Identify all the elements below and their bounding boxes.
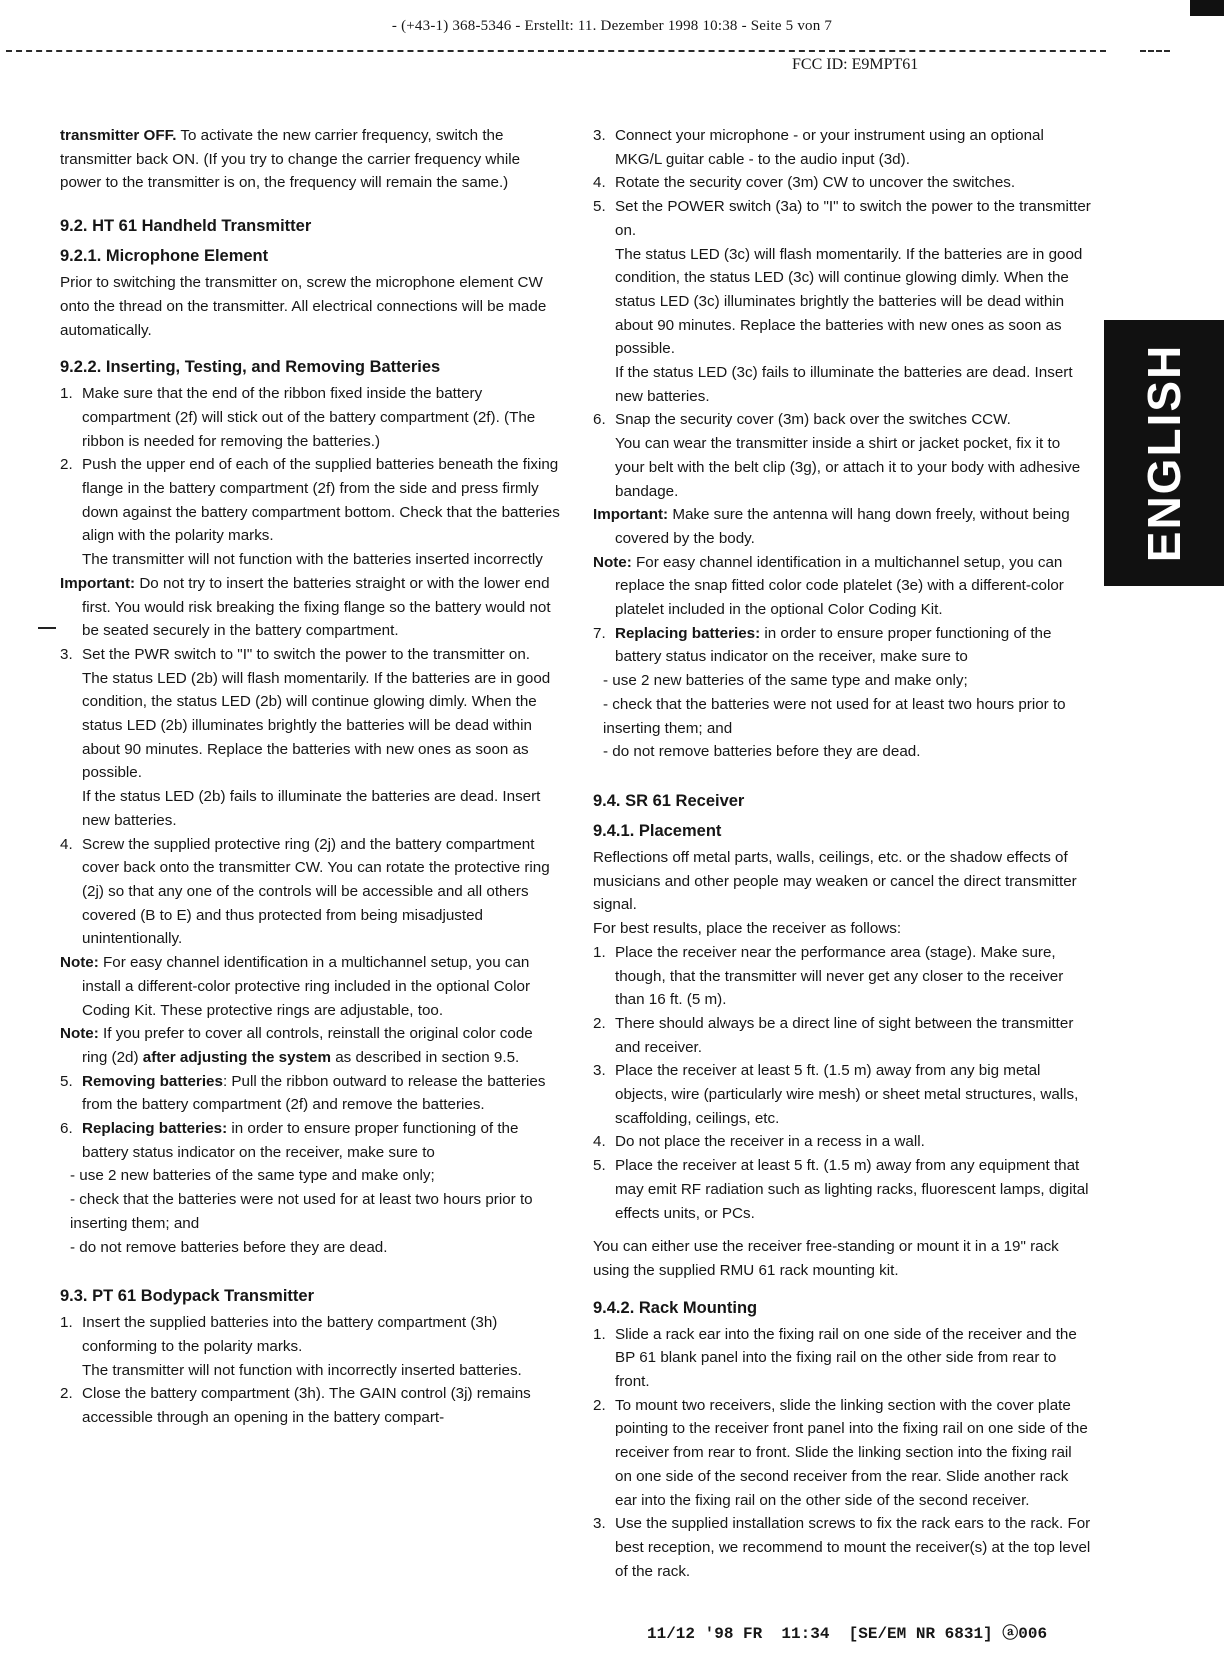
placement-intro: For best results, place the receiver as follows: — [593, 920, 902, 938]
list-continuation: If the status LED (3c) fails to illuminate the batteries are dead. Insert new batteries. — [615, 364, 1073, 405]
note-text: For easy channel identification in a multichannel setup, you can replace the snap fitted color code platelet (3e) with a different-color platelet included in the optional Color Coding Kit. — [615, 553, 1064, 619]
list-item — [60, 1070, 562, 1117]
list-continuation: The status LED (2b) will flash momentarily. If the batteries are in good condition, the status LED (2b) will continue glowing dimly. When the status LED (2b) illuminates brightly the batteries will be dead within about 90 minutes. Replace the batteries with new ones as soon as possible. — [82, 669, 551, 782]
microphone-paragraph: Prior to switching the transmitter on, screw the microphone element CW onto the thread on the transmitter. All electrical connections will be made automatically. — [60, 274, 547, 339]
list-text: Set the PWR switch to "I" to switch the power to the transmitter on. — [82, 645, 531, 663]
dash-item: - check that the batteries were not used for at least two hours prior to inserting them; and — [70, 1191, 533, 1232]
list-number: 5. — [593, 198, 606, 216]
list-text — [82, 1117, 562, 1164]
note — [60, 951, 562, 1022]
note — [60, 1022, 562, 1069]
placement-paragraph: Reflections off metal parts, walls, ceilings, etc. or the shadow effects of musicians and other people may weaken or cancel the direct transmitter signal. — [593, 848, 1077, 914]
intro-text: To activate the new carrier frequency, switch the transmitter back ON. (If you try to change the carrier frequency while power to the transmitter is on, the frequency will remain the same.) — [60, 127, 521, 192]
list-item — [593, 1130, 1091, 1154]
list-body: : Pull the ribbon outward to release the batteries from the battery compartment (2f) and remove the batteries. — [82, 1072, 546, 1114]
list-number: 4. — [593, 1133, 606, 1151]
list-text: Set the POWER switch (3a) to "I" to switch the power to the transmitter on. — [615, 198, 1091, 239]
list-text: Place the receiver at least 5 ft. (1.5 m) away from any equipment that may emit RF radiation such as lighting racks, fluorescent lamps, digital effects units, or PCs. — [615, 1157, 1089, 1222]
list-item — [60, 643, 562, 667]
list-number: 2. — [593, 1396, 606, 1414]
important-text: Do not try to insert the batteries straight or with the lower end first. You would risk breaking the fixing flange so the battery would not be seated securely in the battery compartment. — [82, 574, 551, 640]
list-text: Screw the supplied protective ring (2j) and the battery compartment cover back onto the transmitter CW. You can rotate the protective ring (2j) so that any one of the controls will be accessible and all others covered (B to E) and thus protected from being misadjusted unintentionally. — [82, 835, 550, 948]
note-label: Note: — [593, 553, 632, 571]
list-number: 3. — [593, 1515, 606, 1533]
heading-9-4-1: 9.4.1. Placement — [593, 821, 722, 840]
list-text — [82, 1070, 562, 1117]
list-number: 6. — [593, 411, 606, 429]
right-column — [593, 124, 1091, 1583]
list-number: 3. — [593, 1062, 606, 1080]
dash-item: - use 2 new batteries of the same type and make only; — [70, 1167, 435, 1185]
list-number: 1. — [593, 1325, 606, 1343]
margin-mark — [38, 627, 56, 629]
list-continuation: You can wear the transmitter inside a shirt or jacket pocket, fix it to your belt with the belt clip (3g), or attach it to your body with adhesive bandage. — [615, 435, 1081, 500]
list-item — [593, 1323, 1091, 1394]
list-continuation: The transmitter will not function with the batteries inserted incorrectly — [82, 551, 543, 569]
list-text: Place the receiver at least 5 ft. (1.5 m) away from any big metal objects, wire (particularly wire mesh) or sheet metal structures, walls, scaffolding, ceilings, etc. — [615, 1062, 1079, 1127]
list-number: 3. — [60, 645, 73, 663]
list-item — [60, 1382, 562, 1429]
list-item — [593, 1394, 1091, 1513]
list-body: in order to ensure proper functioning of the battery status indicator on the receiver, make sure to — [615, 624, 1052, 666]
fax-header-divider — [6, 50, 1106, 52]
language-tab — [1104, 320, 1224, 586]
fax-corner-mark — [1190, 0, 1224, 16]
list-number: 1. — [60, 385, 73, 403]
heading-9-2: 9.2. HT 61 Handheld Transmitter — [60, 217, 312, 236]
list-text: There should always be a direct line of sight between the transmitter and receiver. — [615, 1014, 1074, 1056]
rack-intro-paragraph: You can either use the receiver free-standing or mount it in a 19" rack using the supplied RMU 61 rack mounting kit. — [593, 1238, 1059, 1279]
list-continuation: The transmitter will not function with incorrectly inserted batteries. — [82, 1361, 522, 1379]
important-label: Important: — [593, 506, 669, 524]
fax-footer: 11/12 '98 FR 11:34 [SE/EM NR 6831] ⓐ006 — [647, 1625, 1048, 1643]
heading-9-3: 9.3. PT 61 Bodypack Transmitter — [60, 1287, 315, 1306]
list-item — [60, 833, 562, 952]
list-item — [60, 382, 562, 453]
important-note — [60, 572, 562, 643]
language-tab-label: ENGLISH — [1138, 343, 1190, 563]
list-text: Place the receiver near the performance area (stage). Make sure, though, that the transmitter will never get any closer to the receiver than 16 ft. (5 m). — [615, 943, 1064, 1009]
list-text: To mount two receivers, slide the linking section with the cover plate pointing to the receiver front panel into the fixing rail on one side of the receiver from rear to front. Slide the linking section into the fixing rail on one side of the second receiver from the rear. Slide another rack ear into the fixing rail on the other side of the second receiver. — [615, 1396, 1088, 1509]
list-label: Removing batteries — [82, 1072, 223, 1090]
list-number: 2. — [60, 1385, 73, 1403]
dash-item: - check that the batteries were not used for at least two hours prior to inserting them; and — [603, 695, 1066, 737]
list-number: 1. — [593, 943, 606, 961]
list-text: Insert the supplied batteries into the battery compartment (3h) conforming to the polarity marks. — [82, 1314, 498, 1355]
intro-bold: transmitter OFF. — [60, 127, 177, 144]
fcc-id: FCC ID: E9MPT61 — [792, 56, 919, 73]
list-text: Rotate the security cover (3m) CW to uncover the switches. — [615, 174, 1016, 192]
list-number: 4. — [60, 835, 73, 853]
list-number: 4. — [593, 174, 606, 192]
list-text — [615, 622, 1091, 669]
list-text: Push the upper end of each of the supplied batteries beneath the fixing flange in the battery compartment (2f) from the side and press firmly down against the battery compartment bottom. Check that the batteries align with the polarity marks. — [82, 456, 560, 545]
important-note — [593, 503, 1091, 550]
list-text: Use the supplied installation screws to fix the rack ears to the rack. For best reception, we recommend to mount the receiver(s) at the top level of the rack. — [615, 1515, 1091, 1580]
list-number: 1. — [60, 1314, 73, 1332]
list-item — [593, 171, 1091, 195]
note-label: Note: — [60, 1025, 99, 1043]
list-number: 3. — [593, 127, 606, 144]
note-text: as described in section 9.5. — [331, 1048, 520, 1066]
list-item — [593, 1154, 1091, 1225]
note-label: Note: — [60, 954, 99, 972]
intro-paragraph — [60, 124, 562, 195]
dash-item: - use 2 new batteries of the same type and make only; — [603, 672, 968, 690]
list-number: 2. — [593, 1014, 606, 1032]
list-item — [593, 941, 1091, 1012]
list-label: Replacing batteries: — [82, 1120, 228, 1138]
list-number: 5. — [593, 1157, 606, 1175]
note — [593, 551, 1091, 622]
list-text: Snap the security cover (3m) back over the switches CCW. — [615, 411, 1011, 429]
heading-9-2-1: 9.2.1. Microphone Element — [60, 247, 269, 266]
list-number: 5. — [60, 1072, 73, 1090]
list-number: 2. — [60, 456, 73, 474]
important-text: Make sure the antenna will hang down freely, without being covered by the body. — [615, 506, 1070, 547]
dash-item: - do not remove batteries before they are dead. — [603, 743, 921, 761]
note-bold: after adjusting the system — [142, 1048, 331, 1066]
list-label: Replacing batteries: — [615, 624, 761, 642]
note-text: If you prefer to cover all controls, reinstall the original color code ring (2d) — [82, 1025, 533, 1066]
list-body: in order to ensure proper functioning of the battery status indicator on the receiver, make sure to — [82, 1120, 519, 1161]
list-text: Slide a rack ear into the fixing rail on one side of the receiver and the BP 61 blank panel into the fixing rail on the other side from rear to front. — [615, 1325, 1077, 1391]
important-label: Important: — [60, 574, 136, 592]
list-text: Connect your microphone - or your instrument using an optional MKG/L guitar cable - to the audio input (3d). — [615, 127, 1044, 168]
note-text: For easy channel identification in a multichannel setup, you can install a different-color protective ring included in the optional Color Coding Kit. These protective rings are adjustable, too. — [82, 954, 531, 1019]
list-item — [593, 124, 1091, 171]
list-text: Do not place the receiver in a recess in a wall. — [615, 1133, 925, 1151]
heading-9-4-2: 9.4.2. Rack Mounting — [593, 1298, 758, 1317]
list-continuation: The status LED (3c) will flash momentarily. If the batteries are in good condition, the status LED (3c) will continue glowing dimly. When the status LED (3c) illuminates brightly the batteries will be dead within about 90 minutes. Replace the batteries with new ones as soon as possible. — [615, 245, 1083, 358]
heading-9-4: 9.4. SR 61 Receiver — [593, 791, 745, 810]
left-column — [60, 124, 562, 1430]
list-item — [593, 1059, 1091, 1130]
list-item — [60, 1311, 562, 1358]
list-item — [593, 1012, 1091, 1059]
list-item — [593, 408, 1091, 432]
list-number: 7. — [593, 624, 606, 642]
fax-header: - (+43-1) 368-5346 - Erstellt: 11. Dezember 1998 10:38 - Seite 5 von 7 — [391, 18, 833, 34]
list-item — [593, 195, 1091, 242]
list-text: Close the battery compartment (3h). The GAIN control (3j) remains accessible through an opening in the battery compart- — [82, 1385, 531, 1427]
list-continuation: If the status LED (2b) fails to illuminate the batteries are dead. Insert new batteries. — [82, 788, 541, 829]
list-item — [60, 453, 562, 548]
list-item — [60, 1117, 562, 1164]
fax-header-divider-right — [1140, 50, 1170, 52]
list-text: Make sure that the end of the ribbon fixed inside the battery compartment (2f) will stick out of the battery compartment (2f). (The ribbon is needed for removing the batteries.) — [82, 385, 536, 450]
dash-item: - do not remove batteries before they are dead. — [70, 1238, 388, 1256]
list-item — [593, 1512, 1091, 1583]
list-number: 6. — [60, 1120, 73, 1138]
list-item — [593, 622, 1091, 669]
heading-9-2-2: 9.2.2. Inserting, Testing, and Removing Batteries — [60, 358, 441, 377]
